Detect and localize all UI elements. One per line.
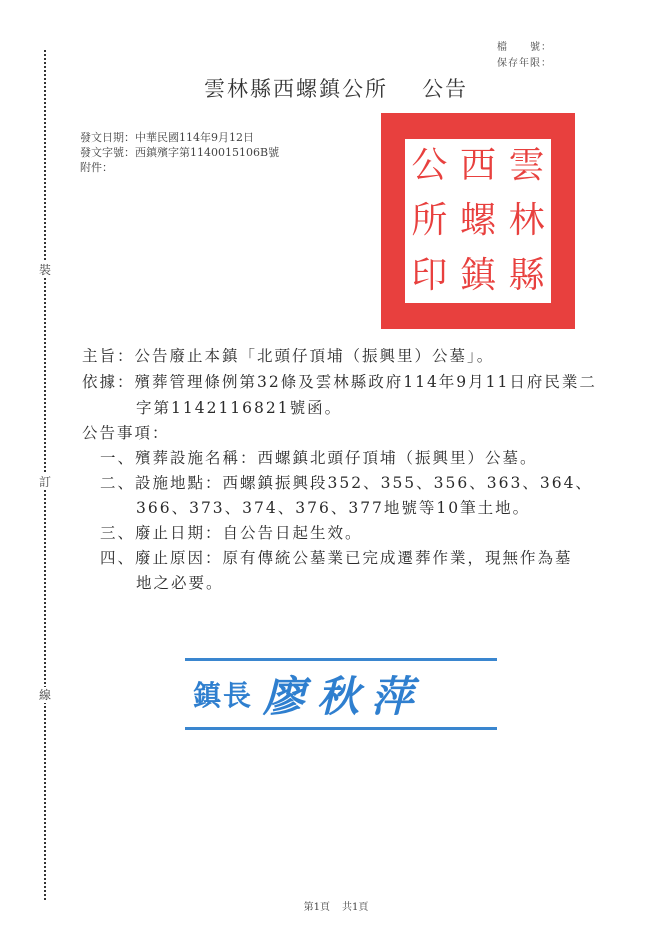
seal-char: 雲 [508, 145, 545, 187]
item-3: 三、廢止日期：自公告日起生效。 [100, 524, 363, 542]
page-total: 共1頁 [342, 902, 369, 913]
page-number: 第1頁 [303, 902, 330, 913]
item-4-line-2: 地之必要。 [136, 574, 224, 592]
issue-number: 發文字號：西鎮殯字第1140015106B號 [80, 146, 280, 159]
binding-char-zhuang: 裝 [36, 262, 54, 278]
seal-char: 西 [459, 145, 496, 187]
subject-line: 主旨：公告廢止本鎮「北頭仔頂埔（振興里）公墓」。 [82, 347, 495, 365]
document-title [0, 73, 672, 103]
issue-date: 發文日期：中華民國114年9月12日 [80, 131, 254, 144]
binding-char-xian: 線 [36, 687, 54, 703]
mayor-signature-stamp [185, 658, 497, 730]
seal-char: 林 [508, 199, 545, 241]
seal-inner [405, 139, 551, 303]
binding-char-ding: 訂 [36, 474, 54, 490]
item-2-line-2: 366、373、374、376、377地號等10筆土地。 [136, 499, 531, 517]
basis-line-1: 依據：殯葬管理條例第32條及雲林縣政府114年9月11日府民業二 [82, 373, 597, 391]
title-type: 公告 [422, 77, 468, 101]
seal-char: 鎮 [459, 254, 496, 296]
seal-char: 公 [411, 145, 448, 187]
title-organization: 雲林縣西螺鎮公所 [204, 77, 388, 101]
item-1: 一、殯葬設施名稱：西螺鎮北頭仔頂埔（振興里）公墓。 [100, 449, 538, 467]
seal-char: 螺 [459, 199, 496, 241]
retention-period-label: 保存年限： [497, 58, 552, 69]
seal-char: 縣 [508, 254, 545, 296]
file-number-label: 檔 號： [497, 42, 552, 53]
signature-title: 鎮長 [193, 679, 254, 712]
items-heading: 公告事項： [82, 424, 170, 442]
seal-char: 印 [411, 254, 448, 296]
signature-name: 廖秋萍 [263, 672, 426, 721]
page-footer [0, 898, 672, 913]
item-4-line-1: 四、廢止原因：原有傳統公墓業已完成遷葬作業，現無作為墓 [100, 549, 573, 567]
basis-line-2: 字第1142116821號函。 [136, 399, 343, 417]
attachment-label: 附件： [80, 161, 113, 174]
official-seal [381, 113, 575, 329]
seal-char: 所 [411, 199, 448, 241]
item-2-line-1: 二、設施地點：西螺鎮振興段352、355、356、363、364、 [100, 474, 593, 492]
